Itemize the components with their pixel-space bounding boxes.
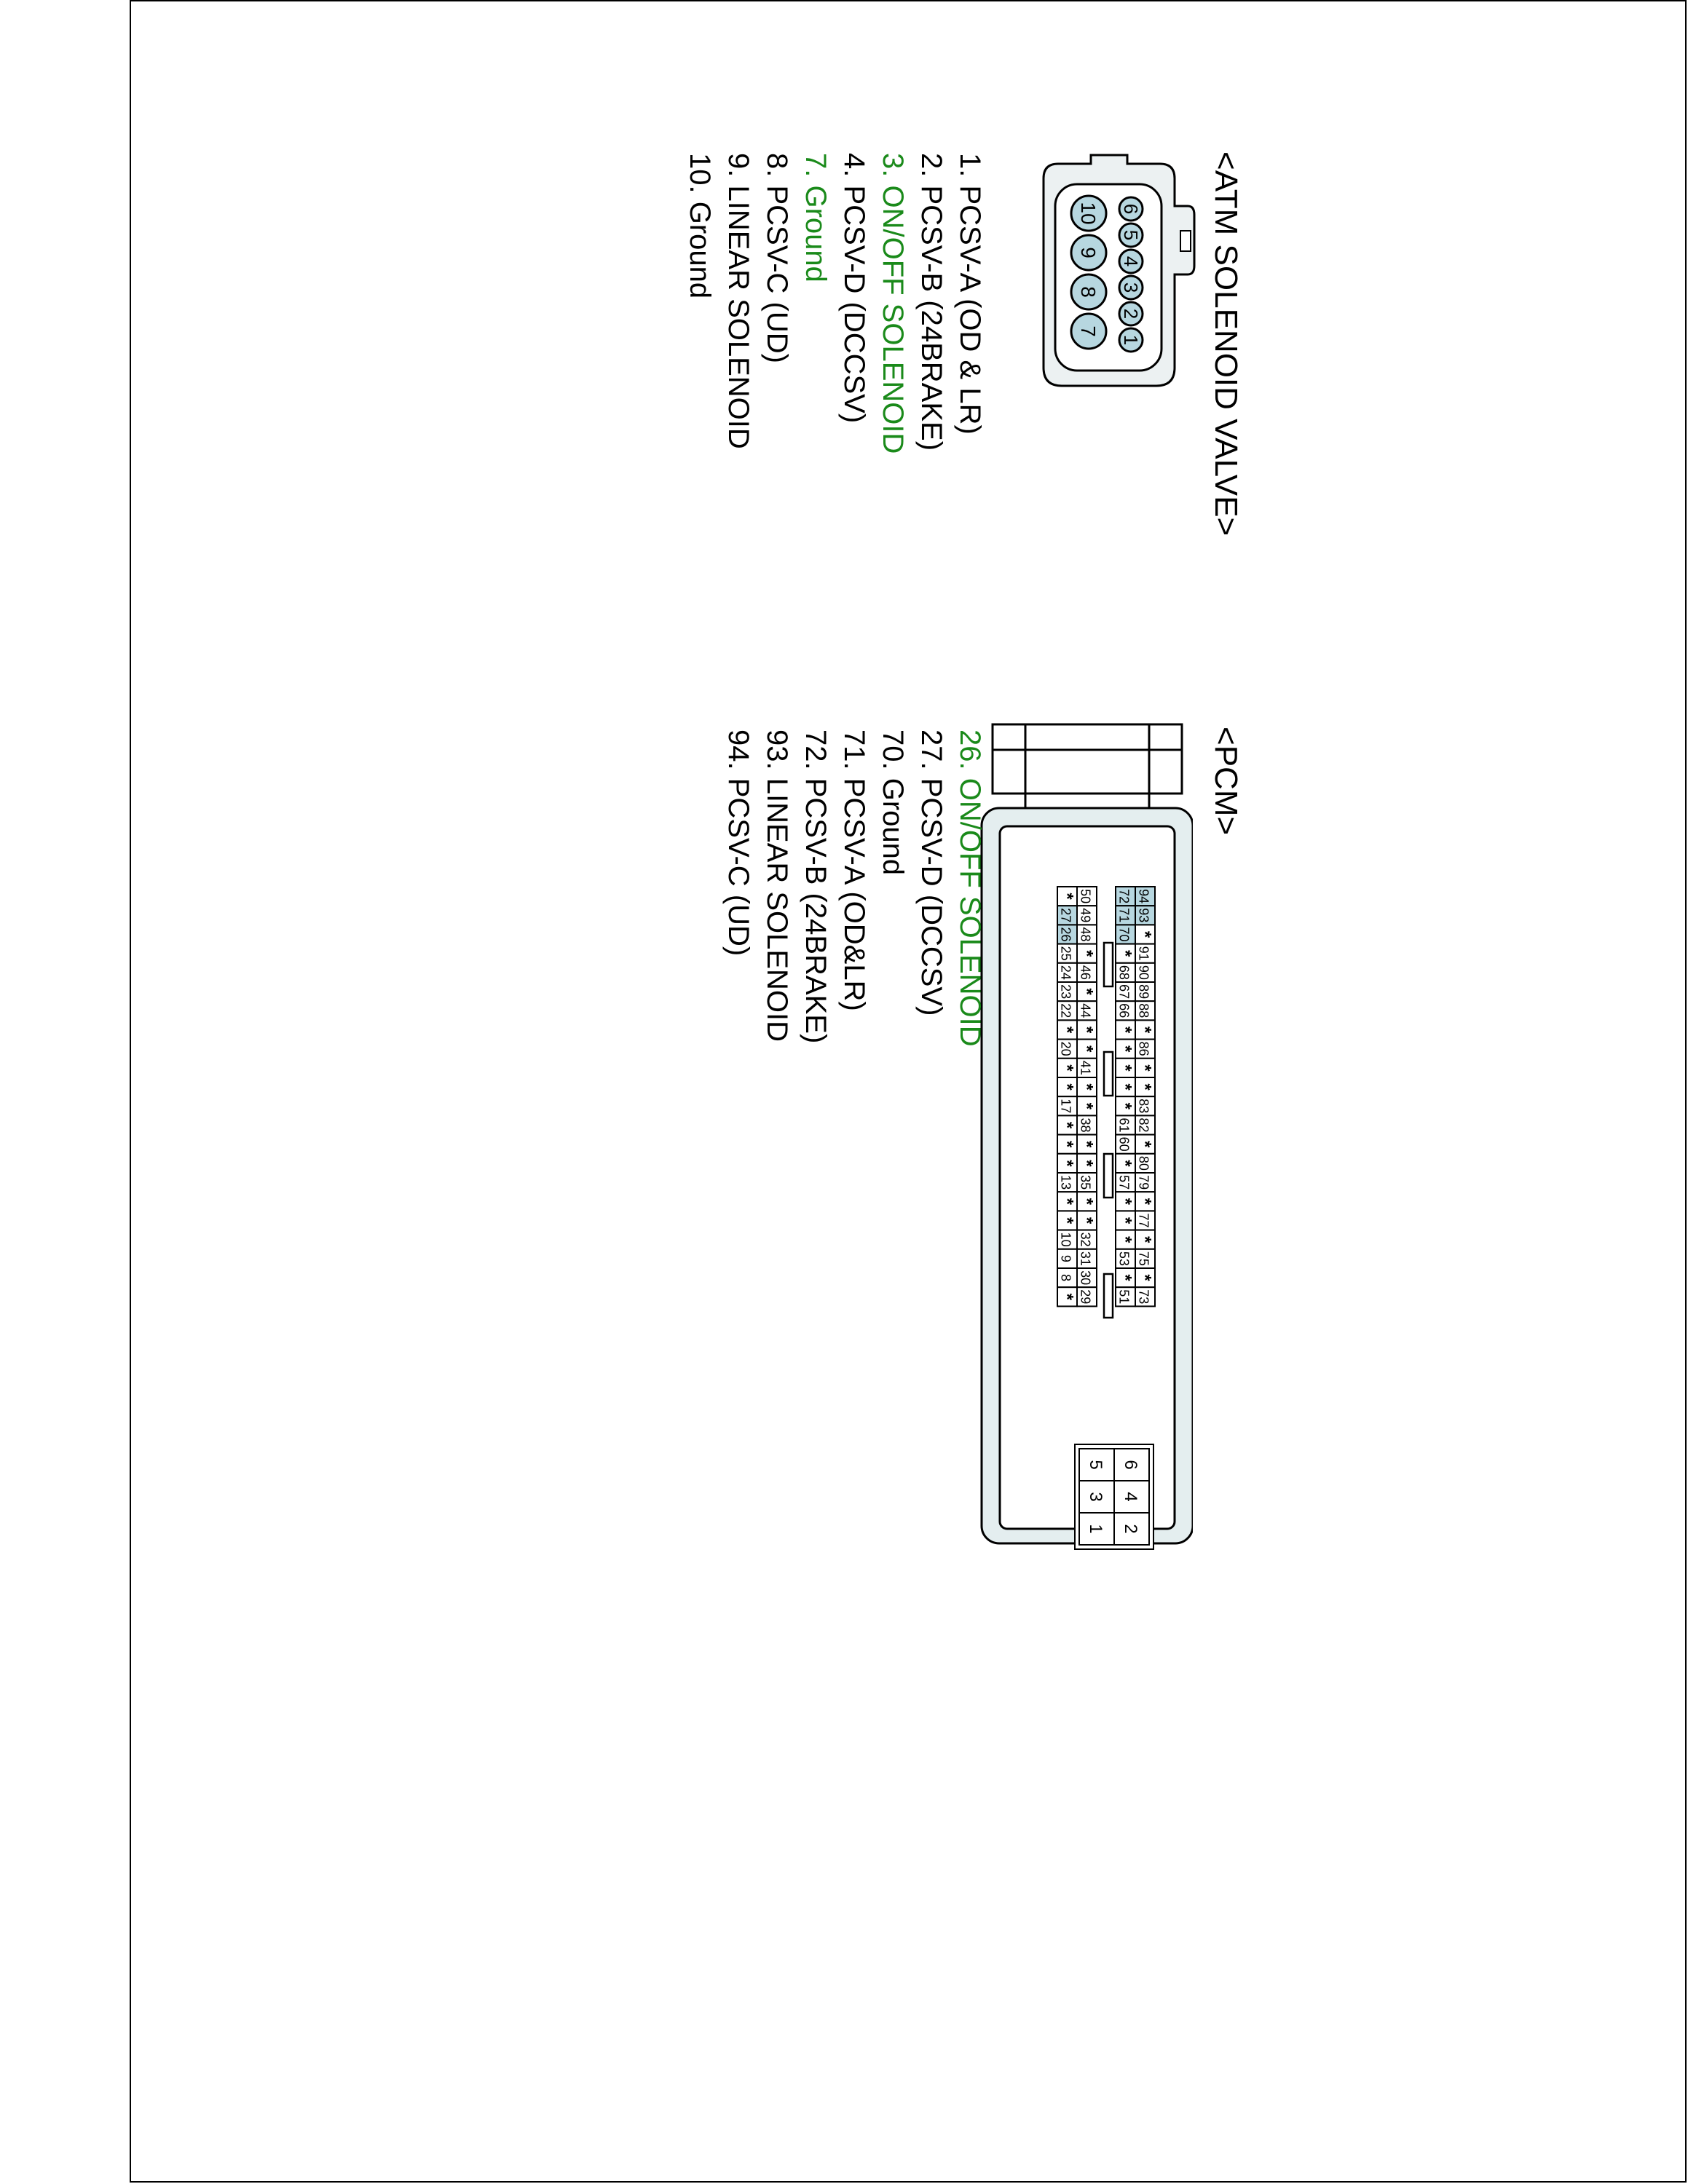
atm-pin-label: 7. Ground <box>800 153 832 282</box>
pcm-pin-number: * <box>1057 1064 1077 1072</box>
pcm-pin-number: 75 <box>1136 1251 1151 1266</box>
pcm-pin-number: * <box>1135 1236 1155 1243</box>
pcm-pin-number: * <box>1057 1026 1077 1034</box>
pcm-pin-number: 66 <box>1116 1003 1132 1018</box>
pcm-pin-number: * <box>1076 1045 1097 1053</box>
pcm-pin-number: 72 <box>1116 889 1132 904</box>
pcm-pin-number: * <box>1135 1141 1155 1148</box>
pcm-pin-number: 53 <box>1116 1251 1132 1266</box>
atm-pin-label: 3. ON/OFF SOLENOID <box>877 153 909 454</box>
pcm-pin-number: * <box>1115 1216 1135 1224</box>
pcm-pin-number: 29 <box>1078 1289 1093 1305</box>
pcm-pin-number: 79 <box>1136 1175 1151 1190</box>
pcm-pin-number: * <box>1115 1198 1135 1205</box>
pcm-pin-number: * <box>1076 1141 1097 1148</box>
pcm-power-pin-number: 4 <box>1121 1492 1140 1502</box>
pcm-power-pin-number: 3 <box>1086 1492 1105 1502</box>
pcm-pin-number: 83 <box>1136 1099 1151 1114</box>
pcm-key-bar <box>1104 1274 1113 1318</box>
pcm-pin-number: 50 <box>1078 889 1093 904</box>
pcm-pin-label: 72. PCSV-B (24BRAKE) <box>800 729 832 1044</box>
pcm-pin-number: * <box>1135 1026 1155 1034</box>
pcm-pin-number: * <box>1115 1083 1135 1091</box>
pcm-pin-label: 70. Ground <box>877 729 909 876</box>
pcm-pin-number: * <box>1076 988 1097 995</box>
pcm-pin-number: 71 <box>1116 908 1132 923</box>
atm-title: <ATM SOLENOID VALVE> <box>1208 151 1244 537</box>
pcm-pin-number: 44 <box>1078 1003 1093 1018</box>
atm-pin-number: 6 <box>1120 203 1142 215</box>
pcm-pin-number: * <box>1057 1141 1077 1148</box>
atm-pin-number: 4 <box>1120 256 1142 267</box>
atm-connector <box>1007 149 1196 411</box>
pcm-pin-number: * <box>1135 1083 1155 1091</box>
pcm-pin-number: 51 <box>1116 1289 1132 1305</box>
pcm-pin-number: * <box>1115 1236 1135 1243</box>
pcm-power-pin-number: 1 <box>1086 1524 1105 1534</box>
pcm-pin-number: 17 <box>1058 1099 1073 1114</box>
pcm-pin-number: * <box>1115 1160 1135 1167</box>
pcm-pin-number: 22 <box>1058 1003 1073 1018</box>
pcm-pin-number: * <box>1057 1121 1077 1129</box>
pcm-title: <PCM> <box>1208 727 1244 836</box>
pcm-pin-number: 90 <box>1136 965 1151 980</box>
pcm-pin-number: * <box>1076 1216 1097 1224</box>
pcm-power-pin-number: 6 <box>1121 1460 1140 1470</box>
pcm-pin-number: * <box>1057 1083 1077 1091</box>
pcm-pin-number: 46 <box>1078 965 1093 980</box>
pcm-pin-number: 8 <box>1058 1274 1073 1282</box>
pcm-pin-number: * <box>1076 950 1097 957</box>
pcm-pin-number: 57 <box>1116 1175 1132 1190</box>
atm-pin-label: 10. Ground <box>684 153 716 299</box>
pcm-pin-number: * <box>1115 1045 1135 1053</box>
pcm-pin-number: * <box>1076 1102 1097 1109</box>
pcm-pin-number: 80 <box>1136 1155 1151 1171</box>
pcm-pin-number: 24 <box>1058 965 1073 980</box>
pcm-pin-number: * <box>1057 1198 1077 1205</box>
pcm-pin-number: 93 <box>1136 908 1151 923</box>
pcm-pin-list <box>719 729 989 1047</box>
atm-pin-label: 8. PCSV-C (UD) <box>761 153 793 363</box>
pcm-pin-number: 32 <box>1078 1232 1093 1247</box>
atm-pin-number: 5 <box>1120 229 1142 241</box>
pcm-pin-number: * <box>1057 1293 1077 1300</box>
pcm-pin-number: 30 <box>1078 1270 1093 1286</box>
pcm-pin-number: * <box>1115 1064 1135 1072</box>
pcm-pin-number: 41 <box>1078 1060 1093 1075</box>
atm-pin-label: 1. PCSV-A (OD & LR) <box>954 153 986 435</box>
pcm-pin-number: 48 <box>1078 927 1093 942</box>
pcm-pin-label: 27. PCSV-D (DCCSV) <box>915 729 947 1016</box>
atm-pin-label: 4. PCSV-D (DCCSV) <box>838 153 870 424</box>
atm-pin-number: 2 <box>1120 308 1142 320</box>
pcm-key-bar <box>1104 1052 1113 1096</box>
pcm-pin-number: 73 <box>1136 1289 1151 1305</box>
pcm-pin-number: 49 <box>1078 908 1093 923</box>
atm-pin-number: 1 <box>1120 334 1142 346</box>
pcm-pin-label: 26. ON/OFF SOLENOID <box>954 729 986 1047</box>
atm-pin-number: 3 <box>1120 282 1142 293</box>
pcm-pin-number: * <box>1115 950 1135 957</box>
atm-pin-label: 2. PCSV-B (24BRAKE) <box>915 153 947 451</box>
atm-pin-label: 9. LINEAR SOLENOID <box>722 153 754 449</box>
pcm-pin-label: 71. PCSV-A (OD&LR) <box>838 729 870 1011</box>
pcm-pin-number: 77 <box>1136 1213 1151 1228</box>
pcm-pin-number: 67 <box>1116 984 1132 1000</box>
pcm-pin-number: 38 <box>1078 1117 1093 1133</box>
pcm-pin-number: 60 <box>1116 1136 1132 1152</box>
pcm-pin-number: * <box>1076 1160 1097 1167</box>
pcm-pin-number: 23 <box>1058 984 1073 1000</box>
pcm-key-bar <box>1104 1154 1113 1198</box>
pcm-connector <box>974 721 1193 1558</box>
pcm-pin-number: 88 <box>1136 1003 1151 1018</box>
pcm-pin-number: * <box>1057 1216 1077 1224</box>
pcm-pin-number: 13 <box>1058 1175 1073 1190</box>
pcm-pin-number: * <box>1076 1026 1097 1034</box>
pcm-pin-number: 86 <box>1136 1041 1151 1056</box>
pcm-pin-number: 25 <box>1058 946 1073 961</box>
pcm-pin-number: 31 <box>1078 1251 1093 1266</box>
pcm-pin-number: * <box>1135 1198 1155 1205</box>
atm-pin-number: 9 <box>1077 247 1100 258</box>
pcm-pin-label: 94. PCSV-C (UD) <box>722 729 754 957</box>
pcm-pin-number: 91 <box>1136 946 1151 961</box>
pcm-pin-number: * <box>1076 1083 1097 1091</box>
pcm-pin-number: * <box>1057 893 1077 900</box>
pcm-key-bar <box>1104 943 1113 986</box>
pcm-pin-number: * <box>1115 1274 1135 1281</box>
pcm-pin-number: 27 <box>1058 908 1073 923</box>
pcm-pin-number: 9 <box>1058 1254 1073 1262</box>
pcm-pin-number: 20 <box>1058 1041 1073 1056</box>
pcm-pin-number: * <box>1115 1102 1135 1109</box>
pcm-power-pin-number: 5 <box>1086 1460 1105 1470</box>
pcm-pin-number: 70 <box>1116 927 1132 942</box>
pcm-pin-number: 68 <box>1116 965 1132 980</box>
pcm-pin-number: 82 <box>1136 1117 1151 1133</box>
pcm-pin-label: 93. LINEAR SOLENOID <box>761 729 793 1042</box>
pcm-pin-number: * <box>1057 1160 1077 1167</box>
pcm-pin-number: * <box>1076 1198 1097 1205</box>
atm-pin-number: 8 <box>1077 286 1100 298</box>
pcm-pin-number: * <box>1135 930 1155 938</box>
pcm-pin-number: 89 <box>1136 984 1151 1000</box>
pcm-pin-number: * <box>1115 1026 1135 1034</box>
pcm-pin-number: * <box>1135 1064 1155 1072</box>
atm-pin-number: 10 <box>1077 202 1100 225</box>
pcm-pin-number: 94 <box>1136 889 1151 904</box>
pcm-pin-number: * <box>1135 1274 1155 1281</box>
pcm-pin-number: 26 <box>1058 927 1073 942</box>
pcm-pin-number: 35 <box>1078 1175 1093 1190</box>
pcm-pin-number: 61 <box>1116 1117 1132 1133</box>
atm-pin-list <box>680 153 989 454</box>
pcm-pin-number: 10 <box>1058 1232 1073 1247</box>
atm-pin-number: 7 <box>1077 325 1100 337</box>
pcm-power-pin-number: 2 <box>1121 1524 1140 1534</box>
